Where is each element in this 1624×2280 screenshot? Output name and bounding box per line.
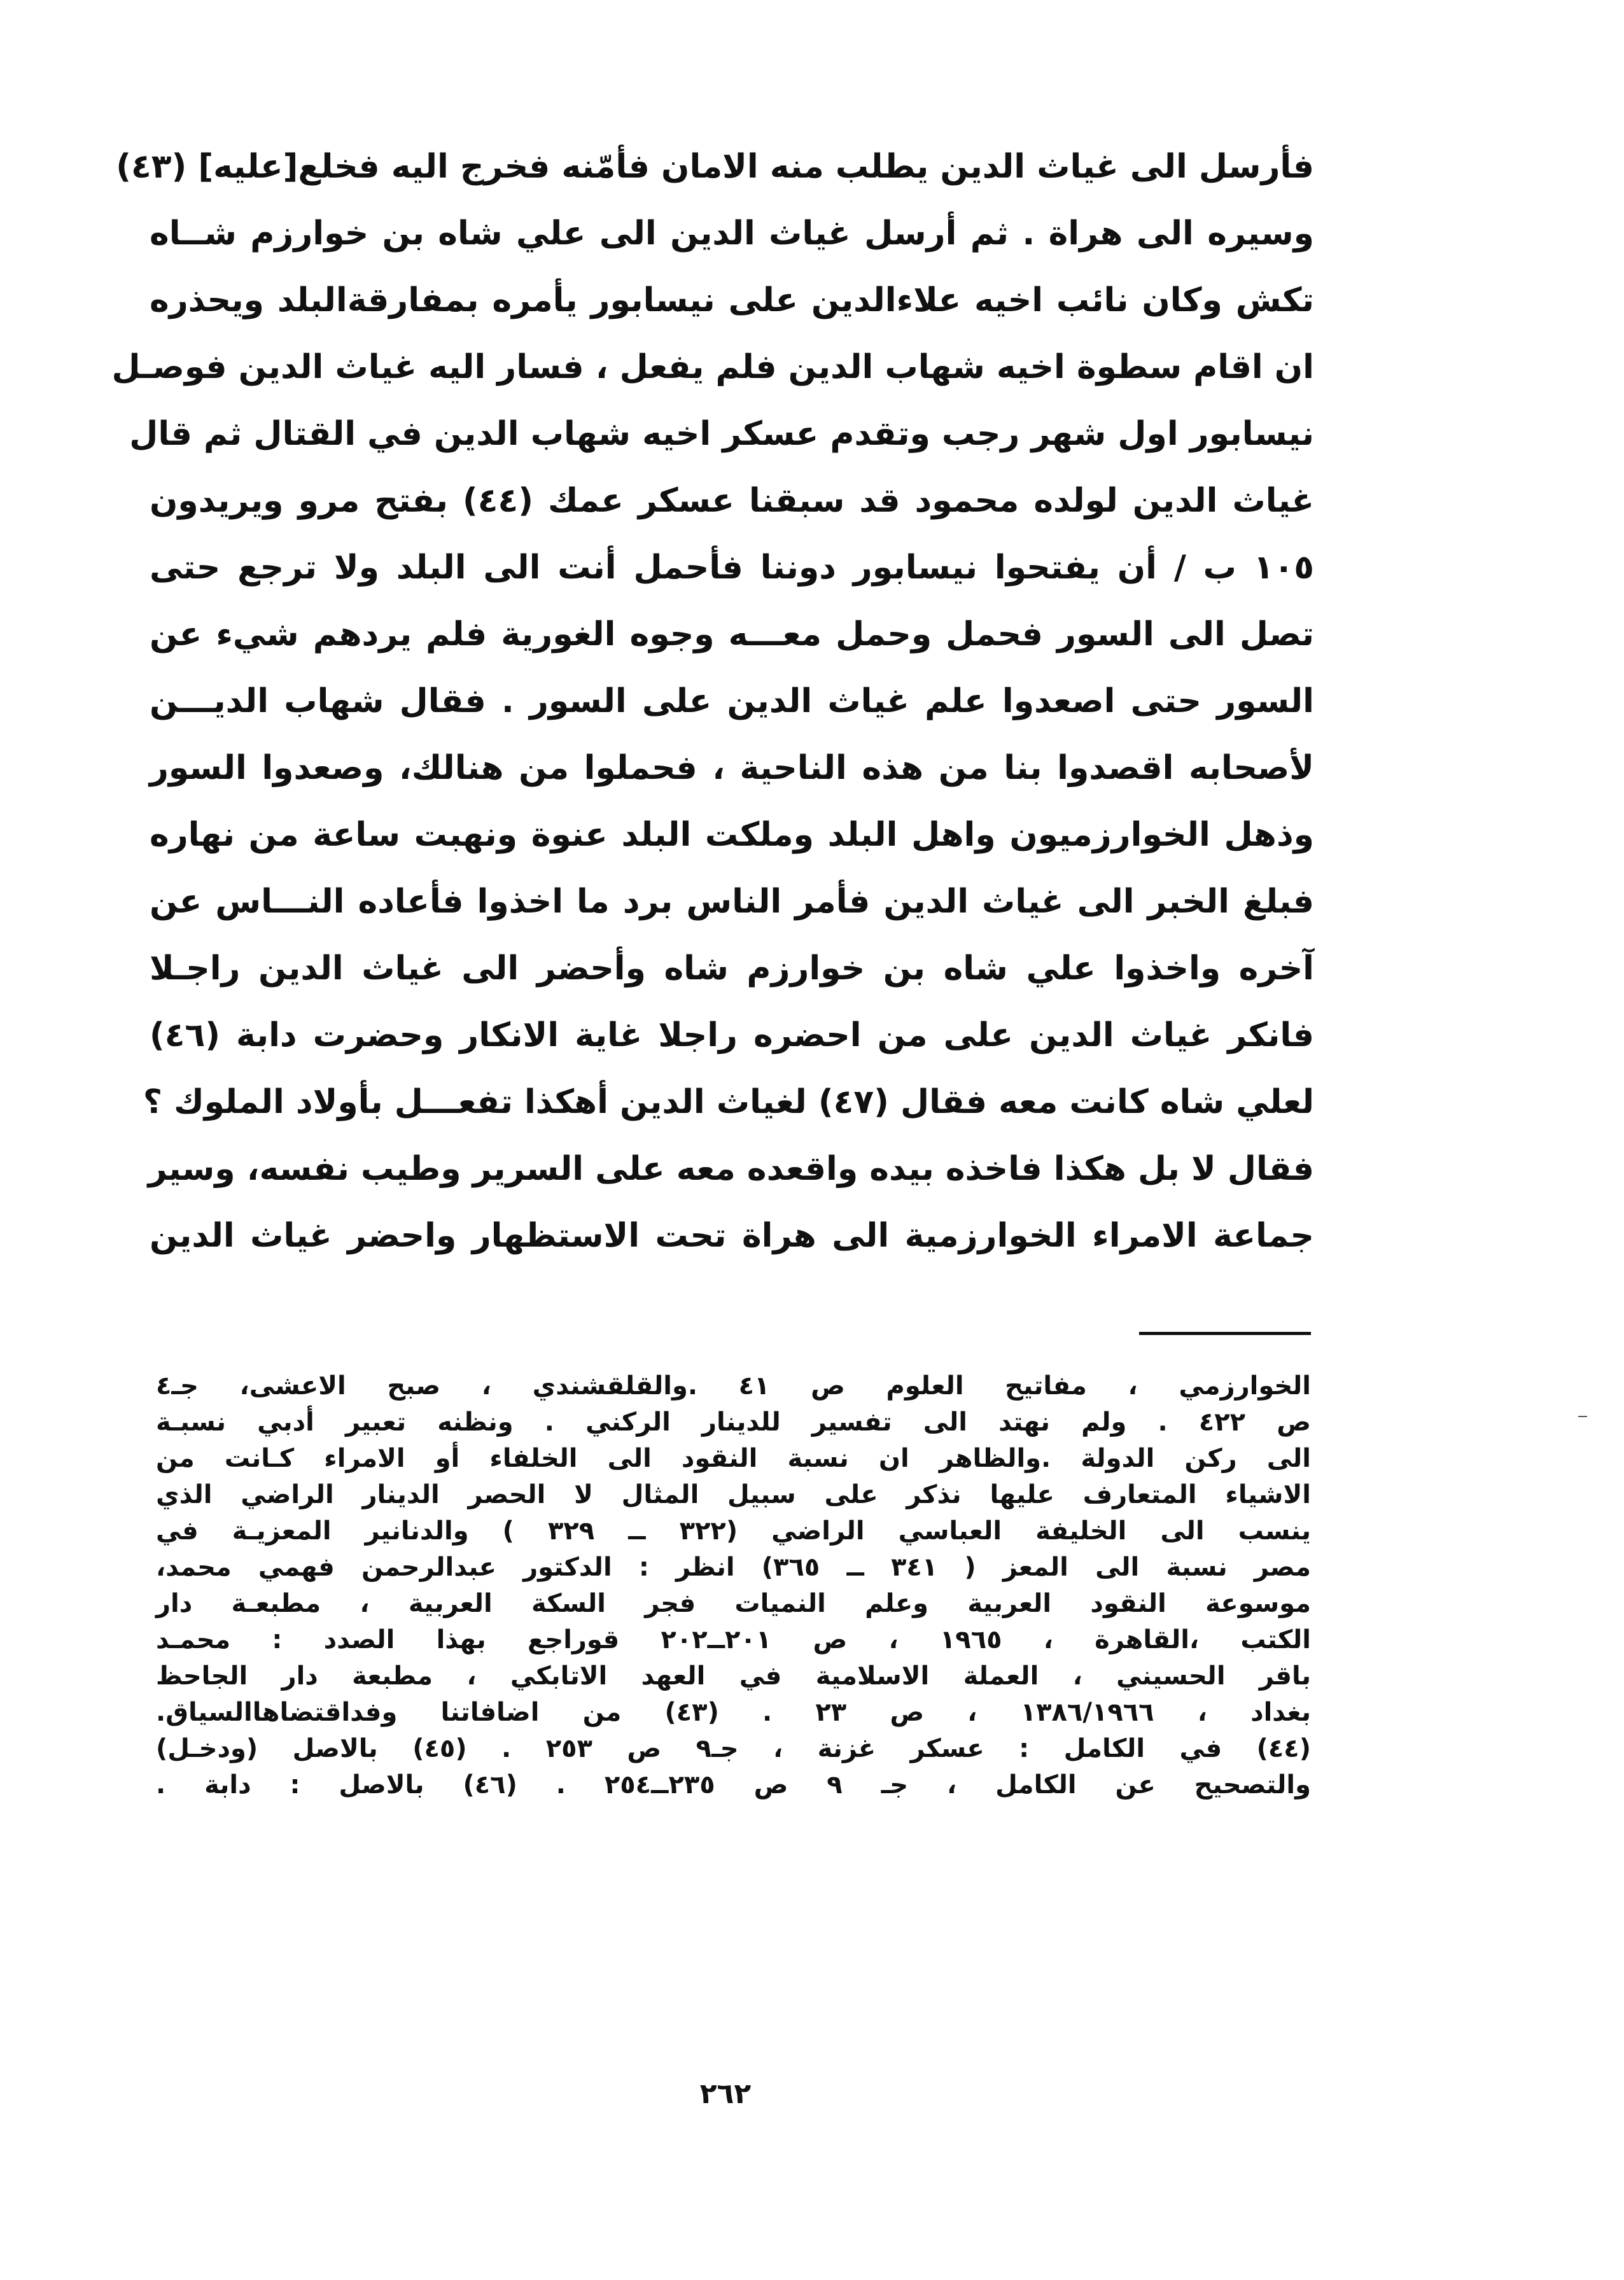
- footnote-line: باقر الحسيني ، العملة الاسلامية في العهد الاتابكي ، مطبعة دار الجاحظ: [156, 1661, 1311, 1691]
- footnote-line: بغداد ، ١٣٨٦/١٩٦٦ ، ص ٢٣ . (٤٣) من اضافاتنا وفداقتضاهاالسياق.: [156, 1698, 1312, 1727]
- footnote-line: والتصحيح عن الكامل ، جـ ٩ ص ٢٣٥ــ٢٥٤ . (٤٦) بالاصل : دابة .: [156, 1770, 1312, 1800]
- body-line: غياث الدين لولده محمود قد سبقنا عسكر عمك (٤٤) بفتح مرو ويريدون: [150, 482, 1314, 520]
- body-line: وسيره الى هراة . ثم أرسل غياث الدين الى علي شاه بن خوارزم شــاه: [150, 214, 1314, 253]
- body-line: لأصحابه اقصدوا بنا من هذه الناحية ، فحملوا من هنالك، وصعدوا السور: [150, 749, 1314, 787]
- body-line: تكش وكان نائب اخيه علاءالدين على نيسابور يأمره بمفارقةالبلد ويحذره: [150, 281, 1314, 319]
- footnote-line: مصر نسبة الى المعز ( ٣٤١ ــ ٣٦٥) انظر : الدكتور عبدالرحمن فهمي محمد،: [156, 1553, 1311, 1582]
- body-line: فانكر غياث الدين على من احضره راجلا غاية الانكار وحضرت دابة (٤٦): [150, 1016, 1314, 1054]
- body-line: جماعة الامراء الخوارزمية الى هراة تحت الاستظهار واحضر غياث الدين: [150, 1217, 1314, 1255]
- footnote-line: (٤٤) في الكامل : عسكر غزنة ، جـ٩ ص ٢٥٣ . (٤٥) بالاصل (ودخـل): [156, 1734, 1311, 1763]
- body-line: فبلغ الخبر الى غياث الدين فأمر الناس برد ما اخذوا فأعاده النـــاس عن: [150, 883, 1314, 921]
- body-line: وذهل الخوارزميون واهل البلد وملكت البلد عنوة ونهبت ساعة من نهاره: [150, 816, 1314, 854]
- footnote-line: موسوعة النقود العربية وعلم النميات فجر السكة العربية ، مطبعـة دار: [156, 1589, 1311, 1618]
- margin-tick: [1578, 1416, 1587, 1417]
- body-line: تصل الى السور فحمل وحمل معـــه وجوه الغورية فلم يردهم شيء عن: [150, 615, 1314, 654]
- footnote-divider: [1139, 1332, 1311, 1335]
- footnotes-section: [156, 1368, 1311, 1803]
- footnote-line: الكتب ،القاهرة ، ١٩٦٥ ، ص ٢٠١ــ٢٠٢ قوراجع بهذا الصدد : محمـد: [156, 1625, 1311, 1654]
- footnote-line: الخوارزمي ، مفاتيح العلوم ص ٤١ .والقلقشندي ، صبح الاعشى، جـ٤: [156, 1371, 1311, 1401]
- page-number: ٢٦٢: [699, 2078, 752, 2110]
- footnote-line: ص ٤٢٢ . ولم نهتد الى تفسير للدينار الركني . ونظنه تعبير أدبي نسبـة: [156, 1408, 1312, 1437]
- body-line: آخره واخذوا علي شاه بن خوارزم شاه وأحضر الى غياث الدين راجـلا: [150, 949, 1314, 988]
- footnote-line: الاشياء المتعارف عليها نذكر على سبيل المثال لا الحصر الدينار الراضي الذي: [156, 1480, 1311, 1509]
- main-body-text: [111, 134, 1314, 1269]
- footnote-line: الى ركن الدولة .والظاهر ان نسبة النقود الى الخلفاء أو الامراء كـانت من: [156, 1444, 1311, 1473]
- footnote-line: ينسب الى الخليفة العباسي الراضي (٣٢٢ ــ ٣٢٩ ) والدنانير المعزيـة في: [156, 1516, 1311, 1546]
- body-line: نيسابور اول شهر رجب وتقدم عسكر اخيه شهاب الدين في القتال ثم قال: [129, 415, 1314, 453]
- body-line: ان اقام سطوة اخيه شهاب الدين فلم يفعل ، فسار اليه غياث الدين فوصـل: [111, 348, 1314, 386]
- body-line: فقال لا بل هكذا فاخذه بيده واقعده معه على السرير وطيب نفسه، وسير: [148, 1150, 1314, 1188]
- body-line: فأرسل الى غياث الدين يطلب منه الامان فأمّنه فخرج اليه فخلع[عليه] (٤٣): [116, 148, 1314, 186]
- body-line: ١٠٥ ب / أن يفتحوا نيسابور دوننا فأحمل أنت الى البلد ولا ترجع حتى: [150, 549, 1314, 587]
- body-line: لعلي شاه كانت معه فقال (٤٧) لغياث الدين أهكذا تفعـــل بأولاد الملوك ؟: [143, 1083, 1314, 1121]
- body-line: السور حتى اصعدوا علم غياث الدين على السور . فقال شهاب الديـــن: [150, 682, 1314, 720]
